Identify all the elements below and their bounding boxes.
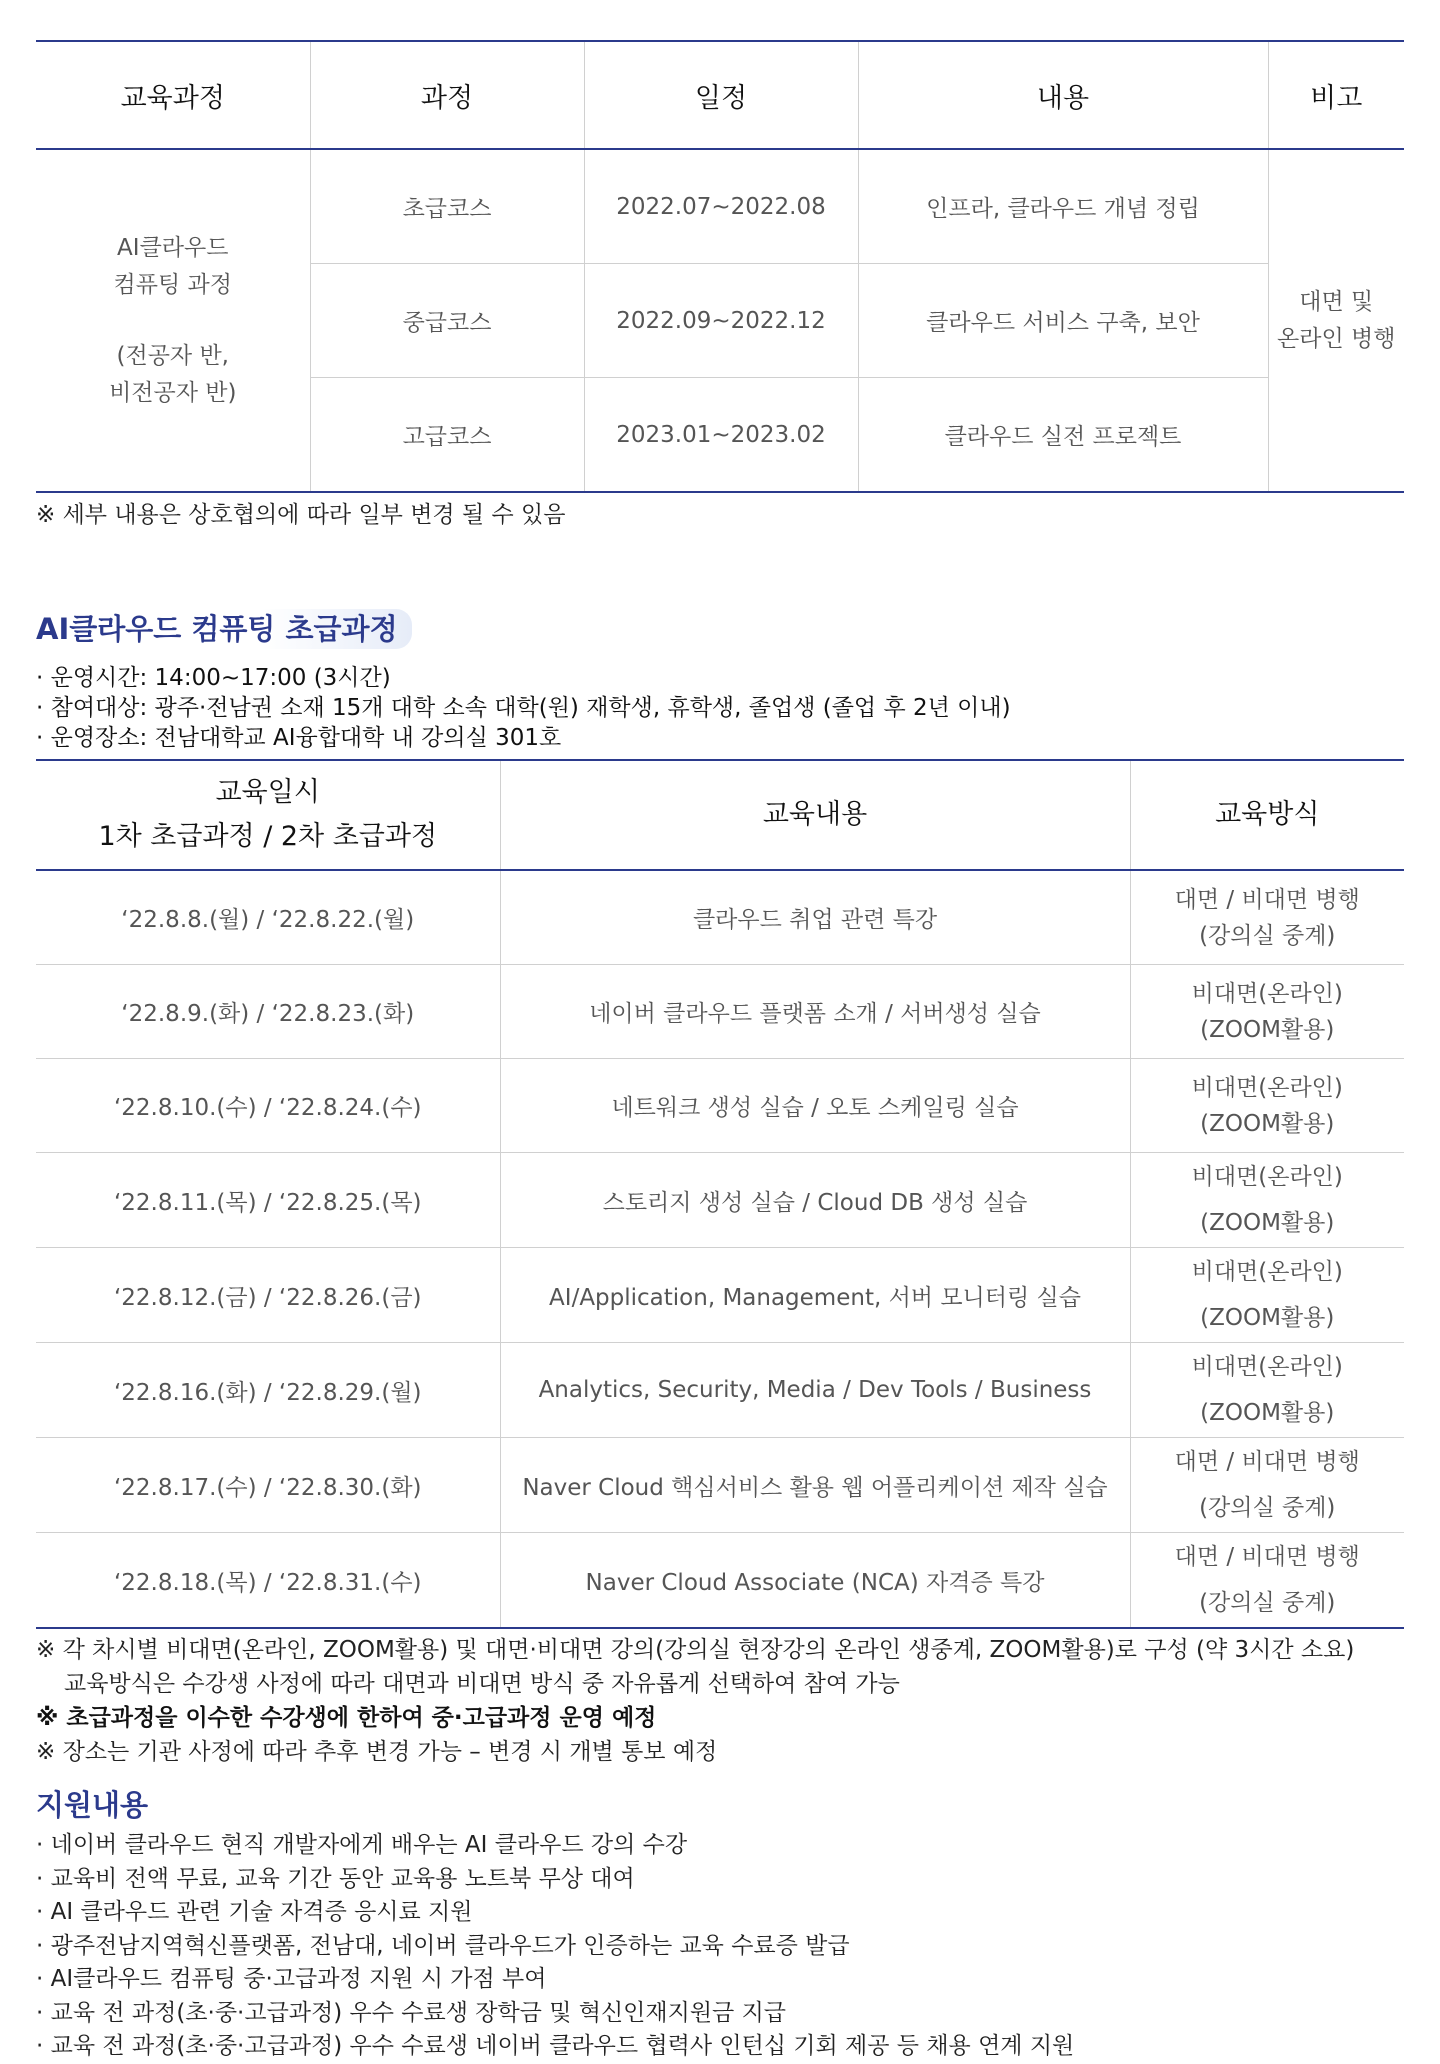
header-course: 과정 xyxy=(310,41,584,149)
schedule-method xyxy=(1130,1059,1404,1153)
table-row xyxy=(36,965,1404,1059)
table-row xyxy=(36,1153,1404,1248)
section-title-beginner: AI클라우드 컴퓨팅 초급과정 xyxy=(36,609,412,649)
list-item: · 광주전남지역혁신플랫폼, 전남대, 네이버 클라우드가 인증하는 교육 수료증 발급 xyxy=(36,1932,850,1959)
course-level: 중급코스 xyxy=(310,264,584,378)
method-line: 비대면(온라인) xyxy=(1191,1354,1343,1380)
header-content: 내용 xyxy=(858,41,1268,149)
note-composition: ※ 각 차시별 비대면(온라인, ZOOM활용) 및 대면·비대면 강의(강의실 현장강의 온라인 생중계, ZOOM활용)로 구성 (약 3시간 소요) xyxy=(36,1637,1355,1663)
table-header-row xyxy=(36,760,1404,870)
document-page xyxy=(36,40,1404,2064)
method-line: (ZOOM활용) xyxy=(1200,1400,1335,1426)
method-line: 비대면(온라인) xyxy=(1191,1074,1343,1101)
schedule-content: Naver Cloud Associate (NCA) 자격증 특강 xyxy=(500,1533,1130,1629)
table-row xyxy=(36,1059,1404,1153)
course-period: 2022.09~2022.12 xyxy=(584,264,858,378)
method-line: (ZOOM활용) xyxy=(1200,1016,1335,1043)
header-edu-content: 교육내용 xyxy=(500,760,1130,870)
schedule-content: 스토리지 생성 실습 / Cloud DB 생성 실습 xyxy=(500,1153,1130,1248)
remark-cell xyxy=(1268,149,1404,492)
method-line: (ZOOM활용) xyxy=(1200,1305,1335,1331)
note-changeable: ※ 세부 내용은 상호협의에 따라 일부 변경 될 수 있음 xyxy=(36,502,566,528)
table-row xyxy=(36,1343,1404,1438)
schedule-method xyxy=(1130,1153,1404,1248)
schedule-content: Analytics, Security, Media / Dev Tools / Business xyxy=(500,1343,1130,1438)
note-place-change: ※ 장소는 기관 사정에 따라 추후 변경 가능 – 변경 시 개별 통보 예정 xyxy=(36,1739,718,1765)
course-overview-table xyxy=(36,40,1404,493)
method-line: 비대면(온라인) xyxy=(1191,1259,1343,1285)
schedule-method xyxy=(1130,870,1404,965)
method-line: (ZOOM활용) xyxy=(1200,1210,1335,1236)
table-row xyxy=(36,1533,1404,1629)
course-level: 고급코스 xyxy=(310,378,584,493)
list-item: · 네이버 클라우드 현직 개발자에게 배우는 AI 클라우드 강의 수강 xyxy=(36,1832,688,1858)
header-edu-method: 교육방식 xyxy=(1130,760,1404,870)
method-line: 비대면(온라인) xyxy=(1191,1164,1343,1190)
schedule-date: ‘22.8.12.(금) / ‘22.8.26.(금) xyxy=(36,1248,500,1343)
remark-line: 대면 및 xyxy=(1299,288,1374,315)
info-target: · 참여대상: 광주·전남권 소재 15개 대학 소속 대학(원) 재학생, 휴학생, 졸업생 (졸업 후 2년 이내) xyxy=(36,695,1011,721)
method-line: (ZOOM활용) xyxy=(1200,1110,1335,1137)
schedule-date: ‘22.8.16.(화) / ‘22.8.29.(월) xyxy=(36,1343,500,1438)
schedule-method xyxy=(1130,965,1404,1059)
list-item: · AI 클라우드 관련 기술 자격증 응시료 지원 xyxy=(36,1899,473,1925)
info-time: · 운영시간: 14:00~17:00 (3시간) xyxy=(36,665,391,691)
course-name-line: AI클라우드 xyxy=(117,234,229,261)
table-row xyxy=(36,1248,1404,1343)
schedule-date: ‘22.8.8.(월) / ‘22.8.22.(월) xyxy=(121,907,415,933)
method-line: 대면 / 비대면 병행 xyxy=(1174,1544,1360,1570)
course-name-line: 비전공자 반) xyxy=(109,379,237,406)
schedule-date: ‘22.8.18.(목) / ‘22.8.31.(수) xyxy=(36,1533,500,1629)
course-content: 클라우드 서비스 구축, 보안 xyxy=(858,264,1268,378)
schedule-content: 네트워크 생성 실습 / 오토 스케일링 실습 xyxy=(500,1059,1130,1153)
remark-line: 온라인 병행 xyxy=(1277,325,1396,352)
header-date xyxy=(36,760,500,870)
course-period: 2022.07~2022.08 xyxy=(584,149,858,264)
course-period: 2023.01~2023.02 xyxy=(584,378,858,493)
header-date-line: 교육일시 xyxy=(215,777,320,808)
method-line: (강의실 중계) xyxy=(1199,922,1336,949)
schedule-method xyxy=(1130,1248,1404,1343)
schedule-method xyxy=(1130,1438,1404,1533)
course-name-cell xyxy=(36,149,310,492)
header-curriculum: 교육과정 xyxy=(36,41,310,149)
schedule-date: ‘22.8.10.(수) / ‘22.8.24.(수) xyxy=(36,1059,500,1153)
method-line: (강의실 중계) xyxy=(1199,1495,1336,1521)
table-row xyxy=(36,149,1404,264)
course-name-line: (전공자 반, xyxy=(116,342,229,369)
table-row xyxy=(36,870,1404,965)
support-title: 지원내용 xyxy=(36,1788,149,1822)
header-date-line: 1차 초급과정 / 2차 초급과정 xyxy=(98,821,438,852)
schedule-date: ‘22.8.11.(목) / ‘22.8.25.(목) xyxy=(36,1153,500,1248)
course-level: 초급코스 xyxy=(310,149,584,264)
course-content: 인프라, 클라우드 개념 정립 xyxy=(858,149,1268,264)
list-item: · 교육 전 과정(초·중·고급과정) 우수 수료생 네이버 클라우드 협력사 인턴십 기회 제공 등 채용 연계 지원 xyxy=(36,2033,1075,2059)
info-place: · 운영장소: 전남대학교 AI융합대학 내 강의실 301호 xyxy=(36,725,562,751)
method-line: 비대면(온라인) xyxy=(1191,980,1343,1007)
schedule-content: Naver Cloud 핵심서비스 활용 웹 어플리케이션 제작 실습 xyxy=(500,1438,1130,1533)
list-item: · AI클라우드 컴퓨팅 중·고급과정 지원 시 가점 부여 xyxy=(36,1966,547,1992)
schedule-content: 클라우드 취업 관련 특강 xyxy=(500,870,1130,965)
schedule-table xyxy=(36,759,1404,1629)
method-line: 대면 / 비대면 병행 xyxy=(1174,1449,1360,1475)
note-advanced-eligibility: ※ 초급과정을 이수한 수강생에 한하여 중·고급과정 운영 예정 xyxy=(36,1705,657,1731)
header-schedule: 일정 xyxy=(584,41,858,149)
table-header-row xyxy=(36,41,1404,149)
schedule-method xyxy=(1130,1533,1404,1629)
header-remark: 비고 xyxy=(1268,41,1404,149)
list-item: · 교육 전 과정(초·중·고급과정) 우수 수료생 장학금 및 혁신인재지원금 지급 xyxy=(36,1999,787,2026)
course-content: 클라우드 실전 프로젝트 xyxy=(858,378,1268,493)
schedule-method xyxy=(1130,1343,1404,1438)
list-item: · 교육비 전액 무료, 교육 기간 동안 교육용 노트북 무상 대여 xyxy=(36,1865,635,1892)
method-line: 대면 / 비대면 병행 xyxy=(1174,886,1360,913)
table-row xyxy=(36,1438,1404,1533)
schedule-date: ‘22.8.9.(화) / ‘22.8.23.(화) xyxy=(36,965,500,1059)
method-line: (강의실 중계) xyxy=(1199,1590,1336,1616)
course-name-line: 컴퓨팅 과정 xyxy=(113,271,232,298)
note-method-choice: 교육방식은 수강생 사정에 따라 대면과 비대면 방식 중 자유롭게 선택하여 참여 가능 xyxy=(64,1671,900,1697)
schedule-date: ‘22.8.17.(수) / ‘22.8.30.(화) xyxy=(36,1438,500,1533)
schedule-content: 네이버 클라우드 플랫폼 소개 / 서버생성 실습 xyxy=(500,965,1130,1059)
schedule-content: AI/Application, Management, 서버 모니터링 실습 xyxy=(500,1248,1130,1343)
